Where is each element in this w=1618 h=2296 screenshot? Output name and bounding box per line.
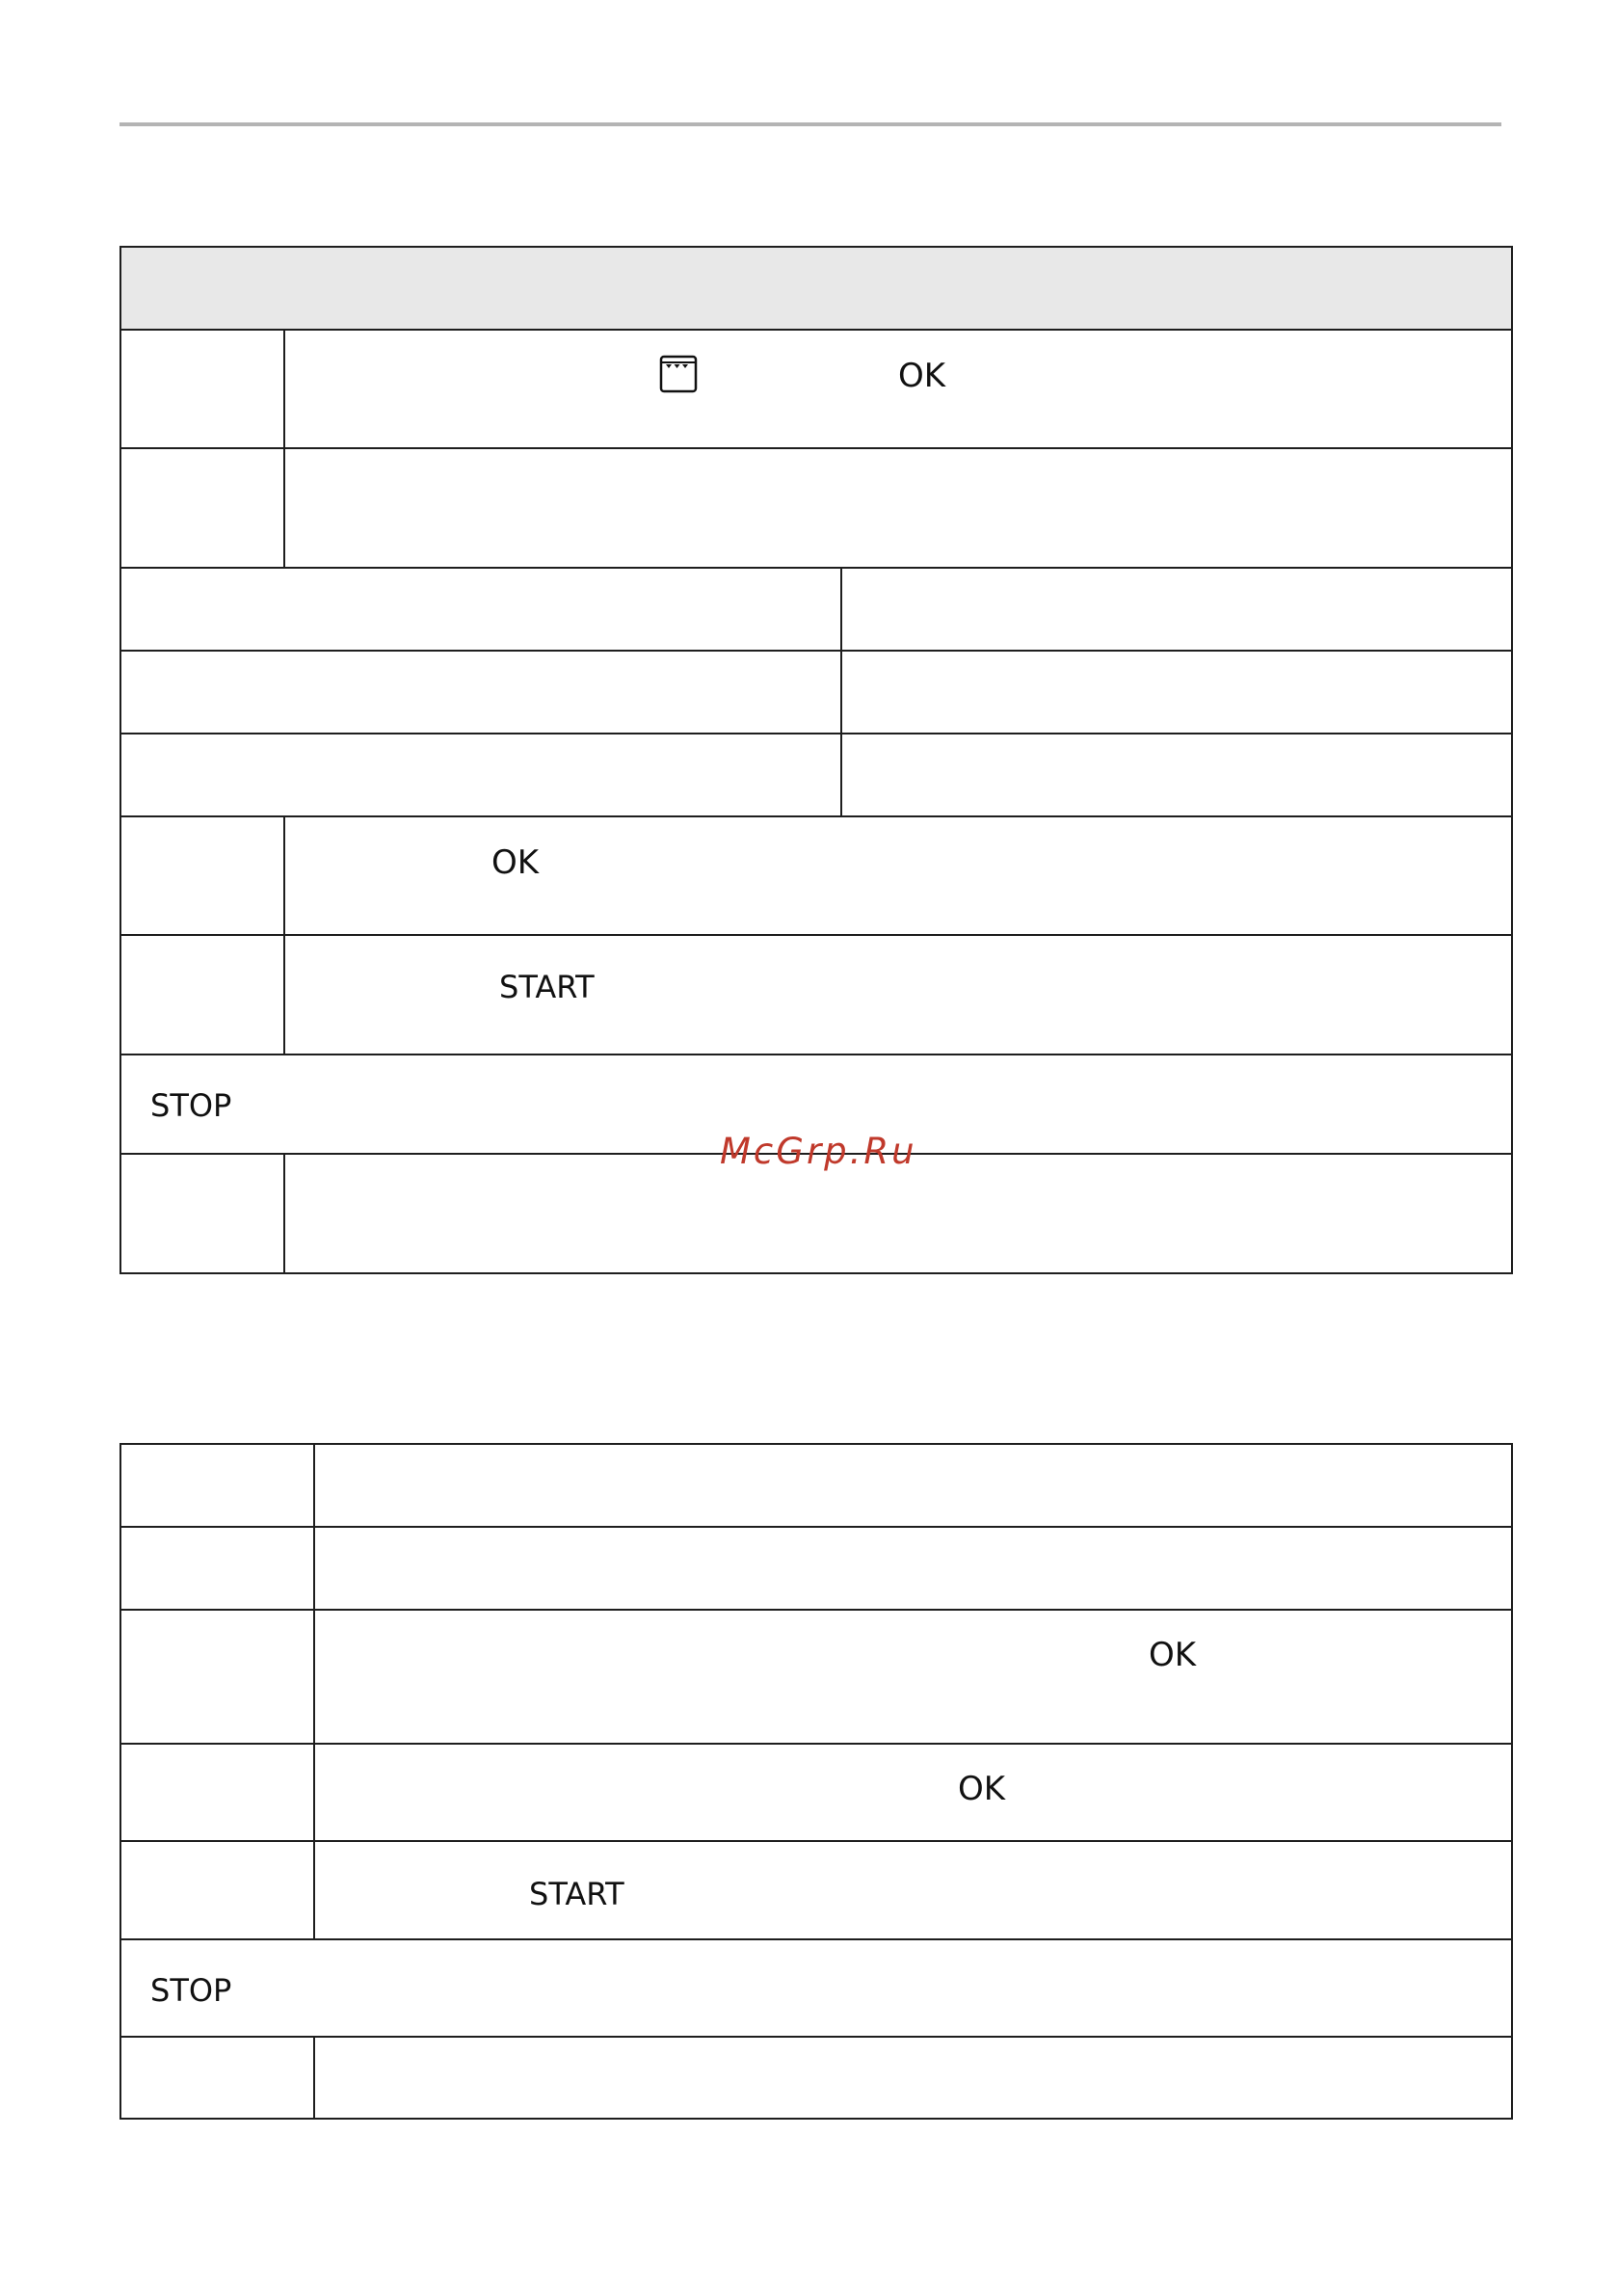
- table-2-divider: [119, 1526, 1513, 1528]
- table-2-column-divider: [313, 2036, 315, 2120]
- table-1-frame: [119, 246, 1513, 1274]
- ok-label: OK: [958, 1770, 1006, 1808]
- ok-label: OK: [491, 843, 540, 882]
- table-1-divider: [119, 733, 1513, 734]
- table-1-column-divider: [840, 567, 842, 816]
- table-1-divider: [119, 1054, 1513, 1055]
- stop-label: STOP: [150, 1087, 232, 1124]
- table-1-divider: [119, 815, 1513, 817]
- ok-label: OK: [898, 357, 946, 395]
- table-2-column-divider: [313, 1443, 315, 1939]
- table-1-divider: [119, 329, 1513, 331]
- table-2-divider: [119, 2036, 1513, 2038]
- table-2-divider: [119, 1743, 1513, 1745]
- table-1-column-divider: [283, 815, 285, 1055]
- table-1-divider: [119, 650, 1513, 652]
- oven-top-heat-icon: [659, 355, 698, 393]
- table-2-frame: [119, 1443, 1513, 2120]
- stop-label: STOP: [150, 1972, 232, 2009]
- table-1-divider: [119, 447, 1513, 449]
- top-rule: [119, 122, 1501, 126]
- table-1-divider: [119, 567, 1513, 569]
- table-1-column-divider: [283, 329, 285, 568]
- table-2-divider: [119, 1609, 1513, 1611]
- start-label: START: [529, 1876, 624, 1912]
- start-label: START: [499, 969, 595, 1005]
- table-2-divider: [119, 1840, 1513, 1842]
- table-1-column-divider: [283, 1153, 285, 1274]
- table-2-divider: [119, 1938, 1513, 1940]
- ok-label: OK: [1149, 1636, 1197, 1674]
- watermark: McGrp.Ru: [720, 1131, 917, 1172]
- table-1-divider: [119, 934, 1513, 936]
